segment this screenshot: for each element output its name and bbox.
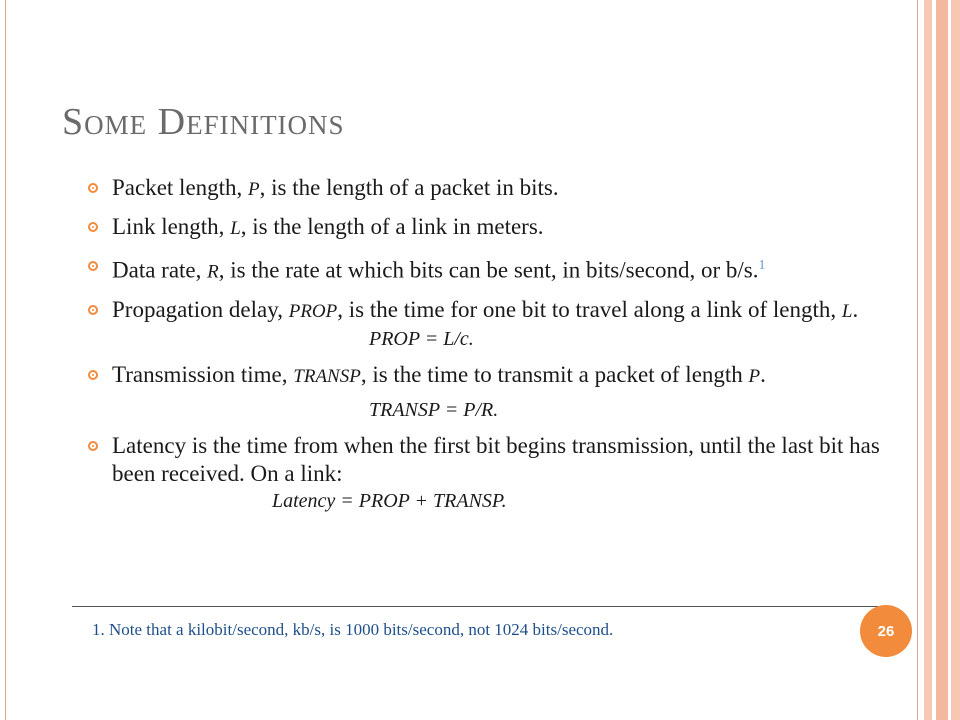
page-number-badge: 26: [860, 605, 912, 657]
formula-transp: TRANSP = P/R.: [369, 398, 499, 421]
footnote-divider: [72, 606, 888, 607]
decorative-stripes: [918, 0, 960, 720]
bullet-packet-length: [88, 174, 888, 204]
bullet-circle-icon: [88, 441, 98, 451]
bullet-propagation-delay: [88, 296, 888, 352]
bullet-text: Data rate,: [112, 257, 208, 283]
footnote-reference[interactable]: 1: [758, 258, 766, 273]
bullet-text: .: [852, 296, 859, 322]
variable: L: [841, 300, 853, 322]
bullet-text: Link length,: [112, 214, 231, 239]
bullet-circle-icon: [88, 261, 98, 271]
slide-title: Some Definitions: [62, 101, 345, 143]
bullet-text: Latency is the time from when the first bit begins transmission, until the last bit has been received. On a link:: [112, 432, 880, 486]
variable: PROP: [288, 300, 338, 322]
variable: P: [248, 179, 260, 200]
bullet-text: .: [760, 361, 766, 387]
bullet-circle-icon: [88, 183, 98, 193]
bullet-circle-icon: [88, 305, 98, 315]
bullet-link-length: [88, 213, 888, 243]
bullet-text: , is the time to transmit a packet of length: [360, 361, 749, 387]
bullet-text: , is the time for one bit to travel along a link of length,: [337, 296, 842, 322]
footnote: 1. Note that a kilobit/second, kb/s, is 1000 bits/second, not 1024 bits/second.: [92, 620, 614, 639]
bullet-data-rate: [88, 252, 888, 287]
bullet-text: Propagation delay,: [112, 296, 289, 322]
bullet-transmission-time: [88, 361, 888, 423]
formula-prop: PROP = L/c.: [369, 327, 474, 350]
bullet-text: , is the length of a packet in bits.: [259, 175, 559, 200]
variable: P: [748, 365, 761, 387]
variable: L: [230, 218, 241, 239]
definition-list: [88, 174, 888, 523]
bullet-text: Transmission time,: [112, 361, 294, 387]
bullet-text: Packet length,: [112, 175, 249, 200]
bullet-latency: [88, 432, 888, 514]
variable: TRANSP: [293, 365, 361, 387]
bullet-text: , is the rate at which bits can be sent, in bits/second, or b/s.: [218, 257, 759, 283]
variable: R: [207, 261, 219, 283]
bullet-circle-icon: [88, 222, 98, 232]
bullet-text: , is the length of a link in meters.: [240, 214, 544, 239]
formula-latency: Latency = PROP + TRANSP.: [272, 489, 507, 512]
bullet-circle-icon: [88, 370, 98, 380]
